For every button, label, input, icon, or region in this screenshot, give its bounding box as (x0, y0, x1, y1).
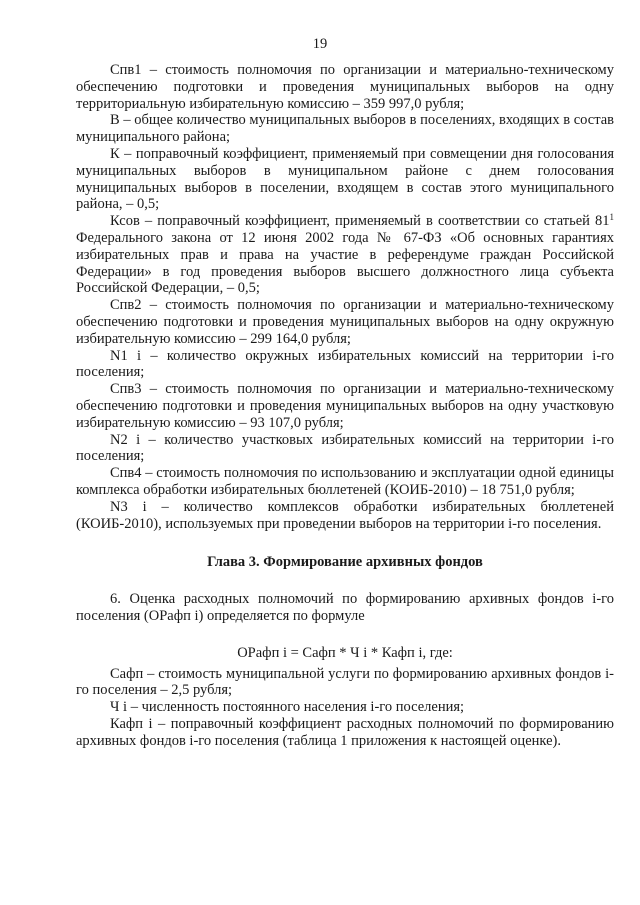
paragraph-6: 6. Оценка расходных полномочий по формированию архивных фондов i-го поселения (ОРафп i) определяется по формуле (76, 591, 614, 624)
paragraph-spv3: Спв3 – стоимость полномочия по организации и материально-техническому обеспечению подготовки и проведения муниципальных выборов на одну участковую избирательную комиссию – 93 107,0 рубля; (76, 381, 614, 431)
paragraph-k: К – поправочный коэффициент, применяемый при совмещении дня голосования муниципальных выборов в муниципальном районе с днем голосования муниципальных выборов в поселении, входящем в состав этого муниципального района, – 0,5; (76, 145, 614, 213)
document-body (76, 62, 614, 749)
page-number: 19 (312, 36, 328, 52)
ksov-text-1: Ксов – поправочный коэффициент, применяемый в соответствии со статьей 81 (110, 213, 610, 230)
ksov-superscript: 1 (609, 212, 614, 223)
definition-ch: Ч i – численность постоянного населения i-го поселения; (110, 699, 465, 716)
paragraph-v: В – общее количество муниципальных выборов в поселениях, входящих в состав муниципального района; (76, 112, 614, 146)
paragraph-spv4: Спв4 – стоимость полномочия по использованию и эксплуатации одной единицы комплекса обработки избирательных бюллетеней (КОИБ-2010) – 18 751,0 рубля; (76, 465, 614, 498)
formula-line: ОРафп i = Сафп * Ч i * Кафп i, где: (237, 644, 453, 661)
paragraph-ksov (76, 213, 614, 297)
chapter-title: Глава 3. Формирование архивных фондов (207, 554, 483, 571)
ksov-text-2: Федерального закона от 12 июня 2002 года № 67-ФЗ «Об основных гарантиях избирательных прав и права на участие в референдуме граждан Российской Федерации» в год проведения выборов высшего должностного лица субъекта Российской Федерации, – 0,5; (76, 229, 614, 297)
paragraph-spv2: Спв2 – стоимость полномочия по организации и материально-техническому обеспечению подготовки и проведения муниципальных выборов на одну окружную избирательную комиссию – 299 164,0 рубля; (76, 297, 614, 347)
paragraph-spv1: Спв1 – стоимость полномочия по организации и материально-техническому обеспечению подготовки и проведения муниципальных выборов на одну территориальную избирательную комиссию – 359 997,0 рубля; (76, 62, 614, 112)
paragraph-n2: N2 i – количество участковых избирательных комиссий на территории i-го поселения; (76, 431, 614, 465)
definition-kafp: Кафп i – поправочный коэффициент расходных полномочий по формированию архивных фондов i-го поселения (таблица 1 приложения к настоящей оценке). (76, 715, 614, 749)
paragraph-n1: N1 i – количество окружных избирательных комиссий на территории i-го поселения; (76, 347, 614, 381)
definition-safp: Сафп – стоимость муниципальной услуги по формированию архивных фондов i-го поселения – 2,5 рубля; (76, 665, 614, 699)
paragraph-n3: N3 i – количество комплексов обработки избирательных бюллетеней (КОИБ-2010), используемых при проведении выборов на территории i-го поселения. (76, 498, 614, 532)
